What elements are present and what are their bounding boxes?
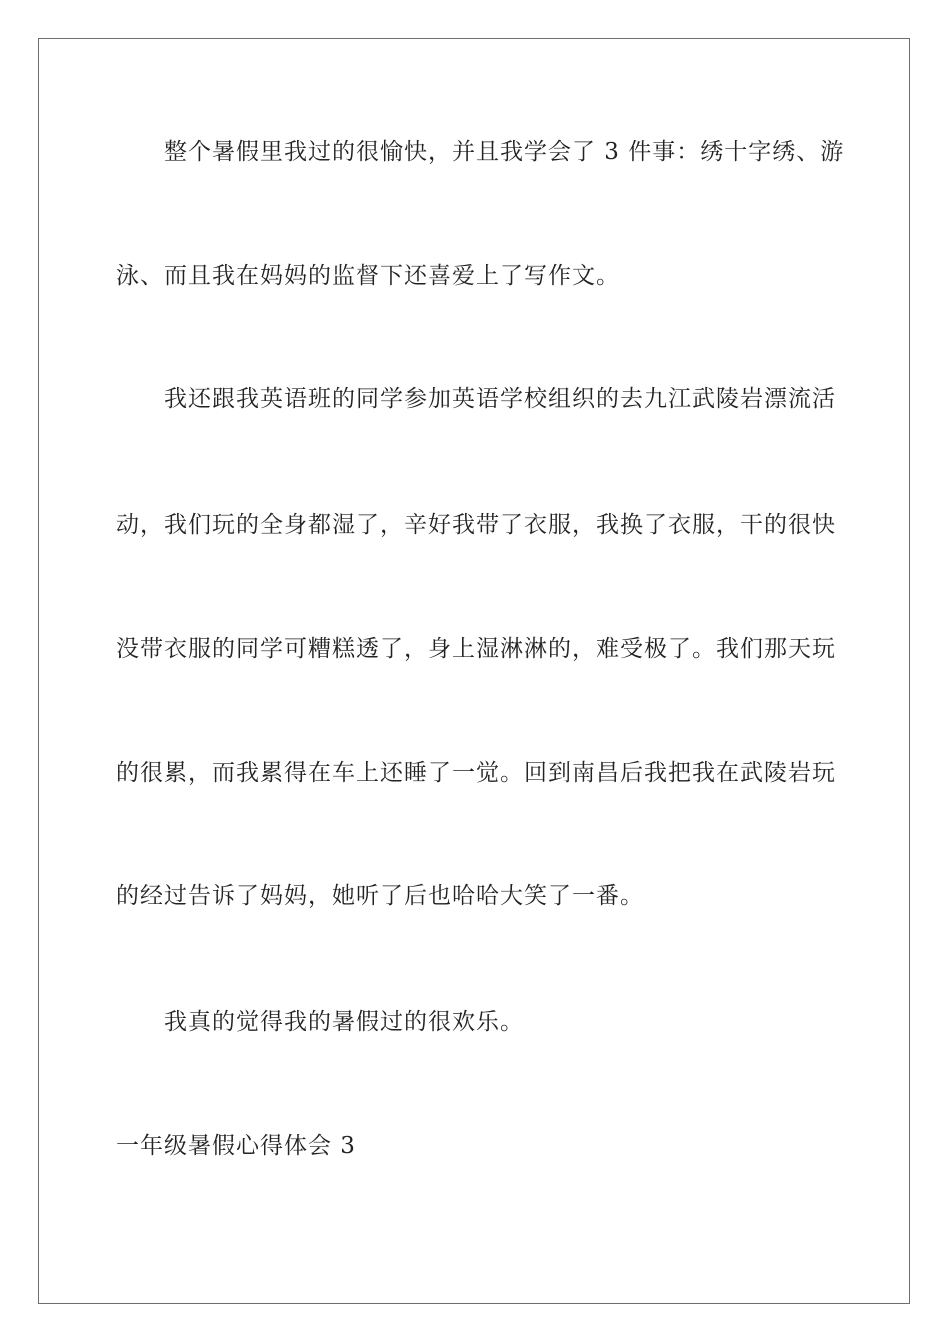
paragraph-2-line-4: 的很累，而我累得在车上还睡了一觉。回到南昌后我把我在武陵岩玩 xyxy=(116,760,836,786)
paragraph-2-line-3: 没带衣服的同学可糟糕透了，身上湿淋淋的，难受极了。我们那天玩 xyxy=(116,636,836,662)
paragraph-3-line-1: 我真的觉得我的暑假过的很欢乐。 xyxy=(164,1009,524,1035)
paragraph-2-line-5: 的经过告诉了妈妈，她听了后也哈哈大笑了一番。 xyxy=(116,883,644,909)
paragraph-1-line-1: 整个暑假里我过的很愉快，并且我学会了 3 件事：绣十字绣、游 xyxy=(164,139,845,165)
paragraph-1-line-2: 泳、而且我在妈妈的监督下还喜爱上了写作文。 xyxy=(116,263,620,289)
paragraph-2-line-2: 动，我们玩的全身都湿了，辛好我带了衣服，我换了衣服，干的很快 xyxy=(116,512,836,538)
paragraph-2-line-1: 我还跟我英语班的同学参加英语学校组织的去九江武陵岩漂流活 xyxy=(164,386,836,412)
section-heading: 一年级暑假心得体会 3 xyxy=(116,1133,356,1159)
page-border xyxy=(38,38,910,1304)
